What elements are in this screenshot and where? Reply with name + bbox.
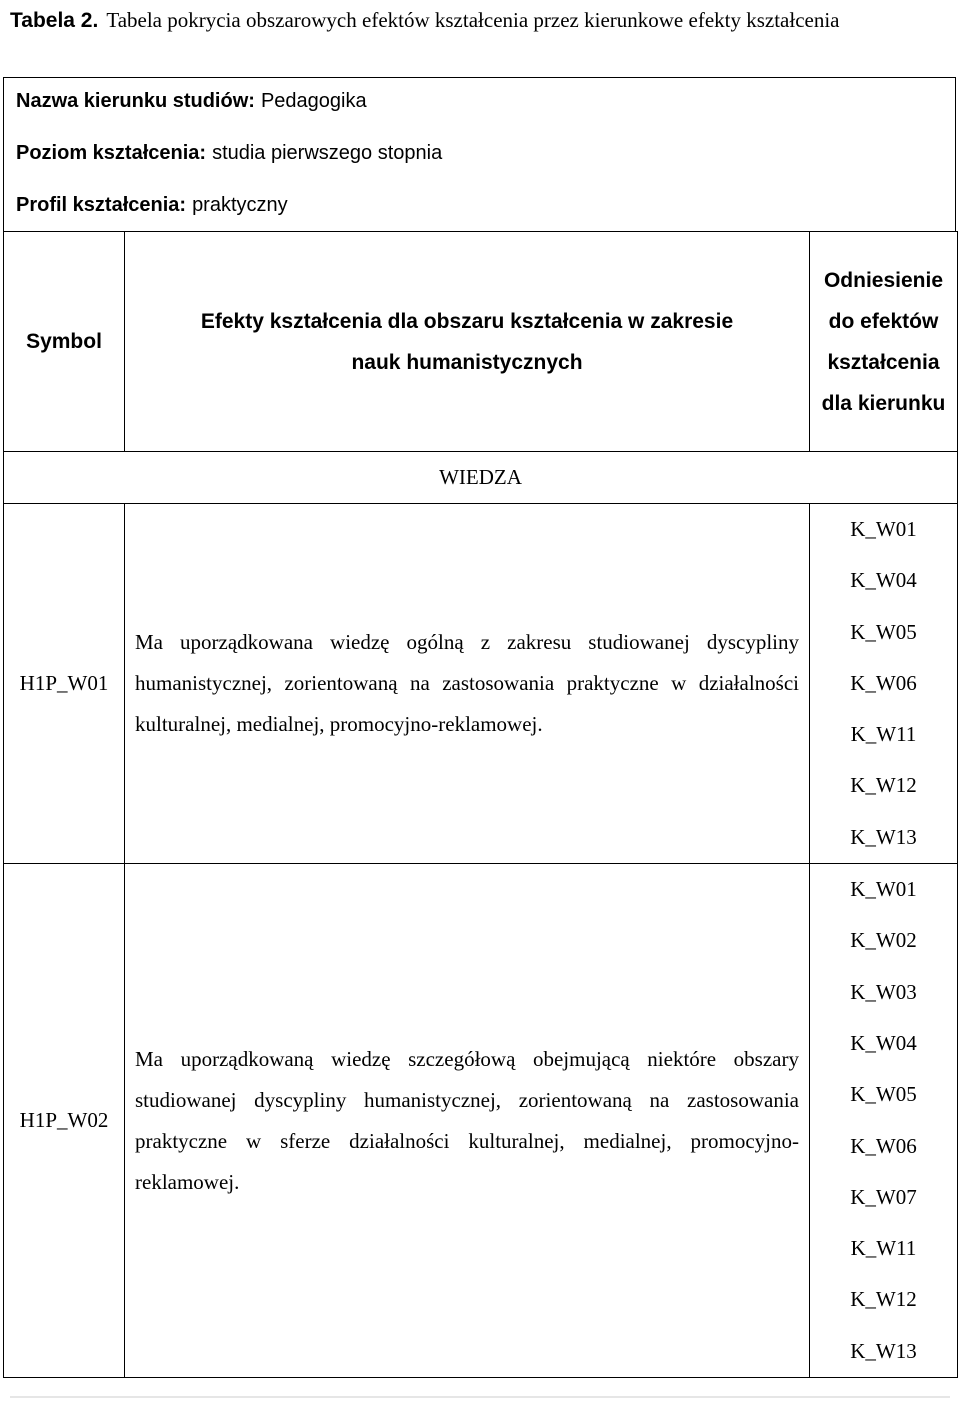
- section-title: WIEDZA: [4, 452, 958, 504]
- table-row: [4, 864, 958, 1378]
- field-of-study-label: Nazwa kierunku studiów:: [16, 90, 255, 112]
- code-item: K_W12: [850, 1287, 917, 1312]
- table-row: [4, 504, 958, 864]
- code-item: K_W05: [850, 1082, 917, 1107]
- caption-label: Tabela 2.: [10, 9, 99, 32]
- row-symbol: H1P_W02: [4, 864, 125, 1378]
- code-item: K_W07: [850, 1184, 917, 1209]
- education-profile-value: praktyczny: [192, 194, 288, 216]
- header-description: [125, 232, 810, 452]
- code-item: K_W11: [850, 1236, 917, 1261]
- education-profile-line: [16, 194, 288, 217]
- program-info-box: [3, 77, 956, 231]
- code-item: K_W01: [850, 877, 917, 902]
- table-header-row: [4, 232, 958, 452]
- code-item: K_W04: [850, 568, 917, 593]
- education-level-label: Poziom kształcenia:: [16, 142, 207, 164]
- code-item: K_W04: [850, 1030, 917, 1055]
- code-item: K_W01: [850, 517, 917, 541]
- education-level-line: [16, 142, 442, 165]
- code-item: K_W06: [850, 670, 917, 695]
- row-codes: [810, 864, 958, 1378]
- code-item: K_W13: [850, 824, 917, 849]
- field-of-study-value: Pedagogika: [260, 90, 367, 112]
- header-description-text: Efekty kształcenia dla obszaru kształcenia w zakresie nauk humanistycznych: [200, 309, 734, 374]
- code-item: K_W02: [850, 928, 917, 953]
- caption-text: Tabela pokrycia obszarowych efektów kształcenia przez kierunkowe efekty kształcenia: [106, 8, 840, 32]
- header-symbol: Symbol: [4, 232, 125, 452]
- row-symbol: H1P_W01: [4, 504, 125, 864]
- header-reference-text: Odniesienie do efektów kształcenia dla kierunku: [821, 268, 946, 415]
- code-item: K_W11: [850, 722, 917, 747]
- education-profile-label: Profil kształcenia:: [16, 194, 187, 216]
- outcomes-table: [3, 231, 958, 1378]
- row-codes: [810, 504, 958, 864]
- row-description: Ma uporządkowana wiedzę ogólną z zakresu studiowanej dyscypliny humanistycznej, zorientowaną na zastosowania praktyczne w działalności kulturalnej, medialnej, promocyjno-reklamowej.: [125, 504, 810, 864]
- code-item: K_W05: [850, 619, 917, 644]
- section-row: [4, 452, 958, 504]
- row-description: Ma uporządkowaną wiedzę szczegółową obejmującą niektóre obszary studiowanej dyscypliny humanistycznej, zorientowaną na zastosowania praktyczne w sferze działalności kulturalnej, medialnej, promocyjno-reklamowej.: [125, 864, 810, 1378]
- code-item: K_W12: [850, 773, 917, 798]
- page-bottom-divider: [10, 1396, 950, 1398]
- header-reference: [810, 232, 958, 452]
- education-level-value: studia pierwszego stopnia: [212, 142, 443, 164]
- table-caption: [10, 0, 945, 41]
- code-item: K_W13: [850, 1338, 917, 1363]
- field-of-study-line: [16, 90, 367, 113]
- code-item: K_W03: [850, 979, 917, 1004]
- code-item: K_W06: [850, 1133, 917, 1158]
